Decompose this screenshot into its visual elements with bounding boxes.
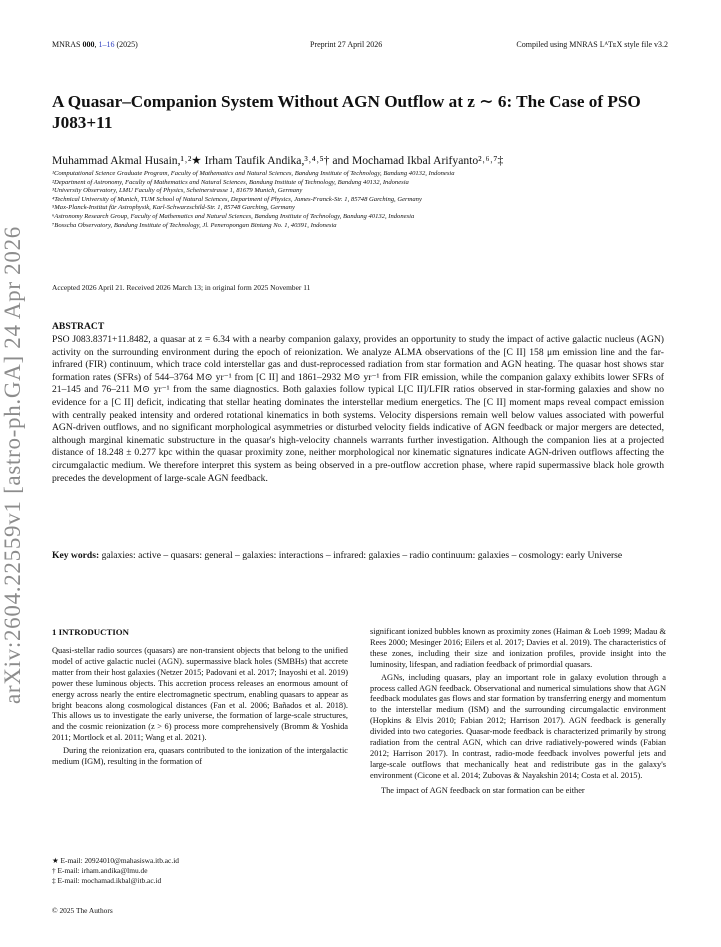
abstract-heading: ABSTRACT: [52, 321, 105, 332]
affiliation: ¹Computational Science Graduate Program, Faculty of Mathematics and Natural Sciences, Bandung Institute of Technology, Bandung 40132, Indonesia: [52, 170, 455, 177]
affiliation: ³University Observatory, LMU Faculty of Physics, Scheinerstrasse 1, 81679 Munich, Germany: [52, 187, 303, 195]
footnote-email[interactable]: † E-mail: irham.andika@lmu.de: [52, 866, 148, 875]
keywords: [52, 550, 664, 563]
footnote-email[interactable]: ★ E-mail: 20924010@mahasiswa.itb.ac.id: [52, 856, 179, 865]
footnotes: [52, 856, 352, 886]
running-header-center: Preprint 27 April 2026: [310, 40, 383, 49]
pages-link[interactable]: 1–16: [98, 40, 115, 49]
section-heading: 1 INTRODUCTION: [52, 627, 129, 637]
copyright: © 2025 The Authors: [52, 906, 113, 915]
left-column: [52, 646, 348, 770]
paragraph: During the reionization era, quasars contributed to the ionization of the intergalactic medium (IGM), resulting in the formation of: [52, 746, 348, 767]
affiliation-list: [52, 170, 692, 230]
running-header-left: MNRAS 000, 1–16 (2025): [52, 40, 138, 49]
affiliation: ⁶Astronomy Research Group, Faculty of Mathematics and Natural Sciences, Bandung Institute of Technology, Bandung 40132, Indonesia: [52, 212, 415, 220]
paper-title: A Quasar–Companion System Without AGN Outflow at z ∼ 6: The Case of PSO J083+11: [52, 92, 641, 132]
running-header-right: Compiled using MNRAS LᴬTᴇX style file v3.2: [516, 40, 668, 49]
keywords-label: Key words:: [52, 550, 100, 561]
footnote-email[interactable]: ‡ E-mail: mochamad.ikbal@itb.ac.id: [52, 876, 162, 885]
paragraph: significant ionized bubbles known as proximity zones (Haiman & Loeb 1999; Madau & Rees 2000; Mesinger 2016; Eilers et al. 2017; Davies et al. 2019). The characteristics of these zones, including their size and ionization profiles, provide insight into the luminosity, lifespan, and radiation feedback of primordial quasars.: [370, 627, 666, 669]
author-list: Muhammad Akmal Husain,¹˒²★ Irham Taufik Andika,³˒⁴˒⁵† and Mochamad Ikbal Arifyanto²˒⁶˒⁷‡: [52, 154, 504, 167]
affiliation: ²Department of Astronomy, Faculty of Mathematics and Natural Sciences, Bandung Institute of Technology, Bandung 40132, Indonesia: [52, 178, 409, 186]
affiliation: ⁴Technical University of Munich, TUM School of Natural Sciences, Department of Physics, James-Franck-Str. 1, 85748 Garching, Germany: [52, 195, 422, 203]
paragraph: AGNs, including quasars, play an important role in galaxy evolution through a process called AGN feedback. Observational and numerical simulations show that AGN feedback modulates gas flows and star formation by transferring energy and momentum to the interstellar medium (ISM) and the surrounding circumgalactic environment (Hopkins & Elvis 2010; Fabian 2012; Harrison 2017). AGN feedback is generally divided into two categories. Quasar-mode feedback is characterized primarily by strong radiation from the central AGN, which can drive radiatively-powered winds (Fabian 2012; Harrison 2017). In contrast, radio-mode feedback involves powerful jets and large-scale outflows that mechanically heat and redistribute gas in the galaxy's environment (Cicone et al. 2014; Zubovas & Nayakshin 2014; Costa et al. 2015).: [370, 672, 666, 780]
paragraph: Quasi-stellar radio sources (quasars) are non-transient objects that belong to the unified model of active galactic nuclei (AGN). supermassive black holes (SMBHs) that accrete matter from their host galaxies (Netzer 2015; Padovani et al. 2017; Inayoshi et al. 2019) power these luminous objects. This accretion process releases an enormous amount of energy across nearly the entire electromagnetic spectrum, enabling quasars to appear as bright beacons along cosmological distances (Fan et al. 2006; Bañados et al. 2018). This allows us to investigate the early universe, the formation of large-scale structures, and the cosmic reionization (z > 6) process more comprehensively (Bromm & Yoshida 2011; Mortlock et al. 2011; Wang et al. 2021).: [52, 646, 348, 743]
right-column: [370, 627, 666, 799]
abstract-text: PSO J083.8371+11.8482, a quasar at z = 6.34 with a nearby companion galaxy, provides an opportunity to study the impact of active galactic nucleus (AGN) activity on the surrounding environment during the epoch of reionization. We analyze ALMA observations of the [C II] 158 μm emission line and the far-infrared (FIR) continuum, which trace cold interstellar gas and dust-reprocessed radiation from star formation and AGN heating. The quasar host shows star formation rates (SFRs) of 544–3764 M⊙ yr⁻¹ from [C II] and 1861–2932 M⊙ yr⁻¹ from FIR emission, while the companion galaxy exhibits lower SFRs of 21–145 and 76–211 M⊙ yr⁻¹ from the same diagnostics. Both galaxies follow typical L[C II]/LFIR ratios observed in star-forming galaxies and show no evidence for a [C II] deficit, indicating that stellar heating dominates the interstellar medium energetics. The [C II] moment maps reveal compact emission with centrally peaked intensity and ordered rotational kinematics in both systems. Velocity dispersions remain well below values associated with powerful AGN-driven outflows, and no significant morphological asymmetries or disturbed velocity fields indicative of AGN feedback or major mergers are detected, although marginal kinematic substructure in the quasar's high-velocity channels warrants further investigation. Although the companion lies at a projected distance of 18.248 ± 0.277 kpc within the quasar proximity zone, neither morphological nor kinematic signatures indicate AGN-driven outflows affecting the circumgalactic medium. We therefore interpret this system as being observed in a pre-outflow accretion phase, where rapid supermassive black hole growth precedes the development of large-scale AGN feedback.: [52, 334, 664, 484]
paragraph: The impact of AGN feedback on star formation can be either: [381, 785, 585, 795]
affiliation: ⁵Max-Planck-Institut für Astrophysik, Karl-Schwarzschild-Str. 1, 85748 Garching, Germany: [52, 204, 295, 212]
keywords-text: galaxies: active – quasars: general – galaxies: interactions – infrared: galaxies – radio continuum: galaxies – cosmology: early Universe: [101, 550, 623, 561]
dates-line: Accepted 2026 April 21. Received 2026 March 13; in original form 2025 November 11: [52, 283, 311, 292]
arxiv-stamp[interactable]: arXiv:2604.22559v1 [astro-ph.GA] 24 Apr 2026: [0, 226, 25, 704]
affiliation: ⁷Bosscha Observatory, Bandung Institute of Technology, Jl. Peneropongan Bintang No. 1, 40391, Indonesia: [52, 221, 337, 229]
